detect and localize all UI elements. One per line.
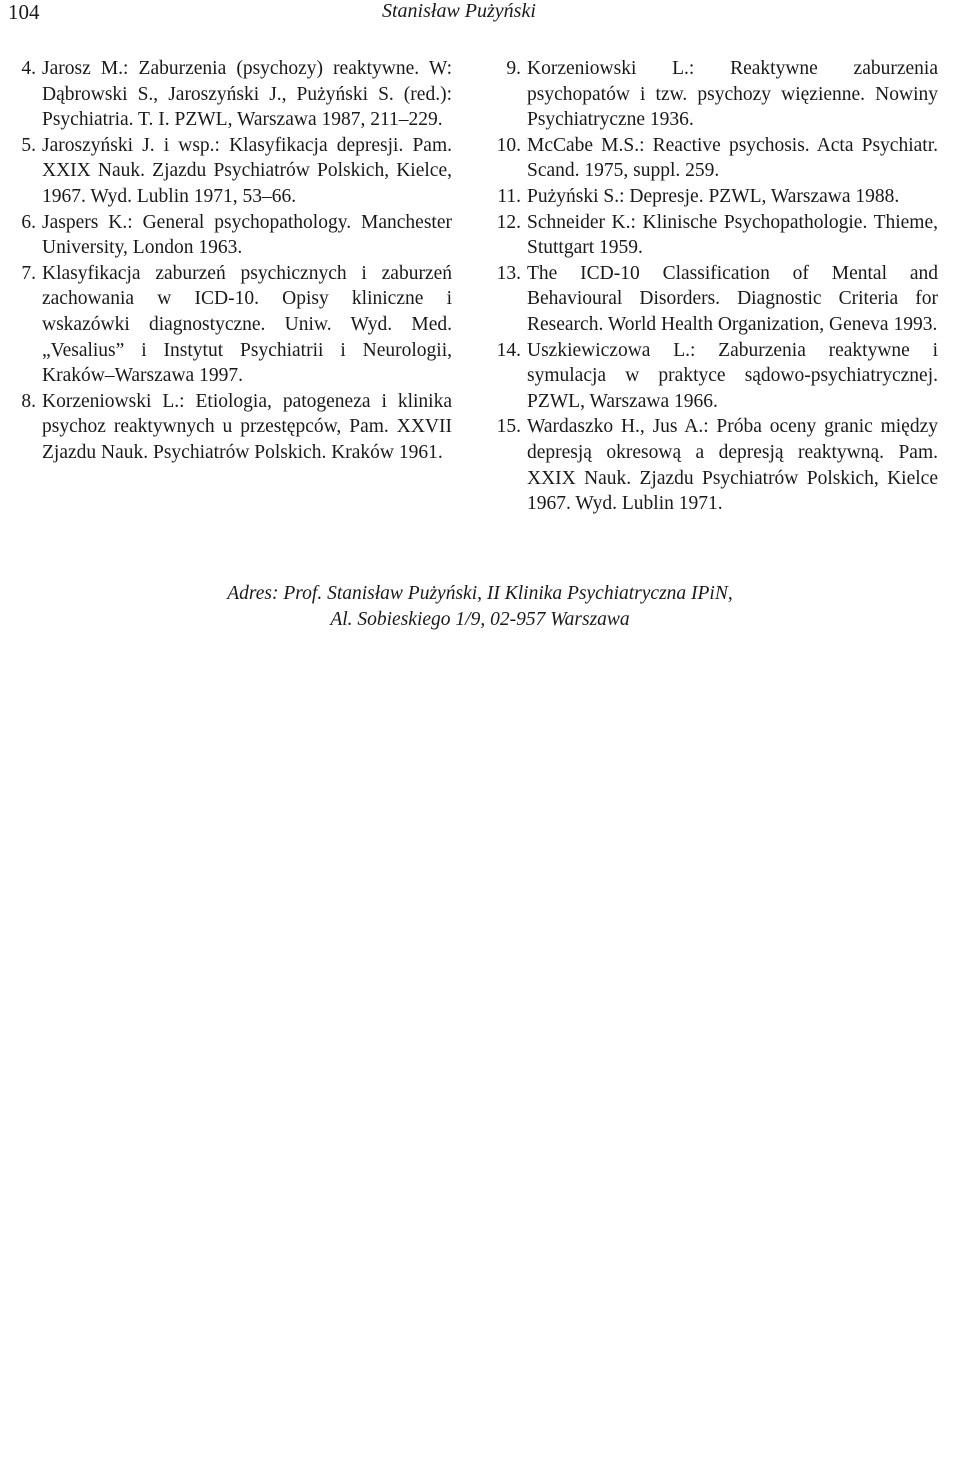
- reference-number: 15.: [496, 416, 521, 438]
- reference-number: 11.: [497, 185, 521, 207]
- reference-number: 5.: [21, 134, 36, 156]
- reference-item: [488, 261, 938, 338]
- reference-number: 7.: [21, 262, 36, 284]
- reference-item: [6, 210, 452, 261]
- reference-number: 14.: [496, 339, 521, 361]
- reference-text: Klasyfikacja zaburzeń psychicznych i zaburzeń zachowania w ICD-10. Opisy kliniczne i wskazówki diagnostyczne. Uniw. Wyd. Med. „Vesalius” i Instytut Psychiatrii i Neurologii, Kraków–Warszawa 1997.: [42, 262, 452, 387]
- reference-item: [488, 184, 938, 210]
- reference-text: Korzeniowski L.: Etiologia, patogeneza i klinika psychoz reaktywnych u przestępców, Pam. XXVII Zjazdu Nauk. Psychiatrów Polskich. Kraków 1961.: [42, 390, 452, 463]
- reference-item: [488, 414, 938, 516]
- reference-number: 13.: [496, 262, 521, 284]
- reference-item: [488, 338, 938, 415]
- reference-text: Pużyński S.: Depresje. PZWL, Warszawa 1988.: [527, 185, 900, 207]
- address-line-1: Adres: Prof. Stanisław Pużyński, II Klinika Psychiatryczna IPiN,: [227, 583, 733, 604]
- reference-item: [488, 133, 938, 184]
- address-line-2: Al. Sobieskiego 1/9, 02-957 Warszawa: [330, 609, 630, 630]
- reference-text: Jaspers K.: General psychopathology. Manchester University, London 1963.: [42, 211, 452, 259]
- reference-number: 8.: [21, 390, 36, 412]
- reference-text: Jaroszyński J. i wsp.: Klasyfikacja depresji. Pam. XXIX Nauk. Zjazdu Psychiatrów Polskich, Kielce, 1967. Wyd. Lublin 1971, 53–66.: [42, 134, 452, 207]
- reference-text: Wardaszko H., Jus A.: Próba oceny granic między depresją okresową a depresją reaktywną. Pam. XXIX Nauk. Zjazdu Psychiatrów Polskich, Kielce 1967. Wyd. Lublin 1971.: [527, 416, 938, 515]
- reference-text: Jarosz M.: Zaburzenia (psychozy) reaktywne. W: Dąbrowski S., Jaroszyński J., Pużyński S. (red.): Psychiatria. T. I. PZWL, Warszawa 1987, 211–229.: [42, 58, 452, 131]
- reference-number: 9.: [506, 58, 521, 79]
- reference-text: The ICD-10 Classification of Mental and Behavioural Disorders. Diagnostic Criteria for Research. World Health Organization, Geneva 1993.: [527, 262, 938, 335]
- reference-text: Korzeniowski L.: Reaktywne zaburzenia psychopatów i tzw. psychozy więzienne. Nowiny Psychiatryczne 1936.: [527, 58, 938, 131]
- reference-item: [488, 210, 938, 261]
- reference-item: [6, 56, 452, 133]
- reference-item: [6, 389, 452, 466]
- reference-number: 12.: [496, 211, 521, 233]
- page-number: 104: [8, 0, 40, 24]
- running-head: Stanisław Pużyński: [382, 0, 536, 22]
- reference-item: [6, 261, 452, 389]
- reference-item: [488, 56, 938, 133]
- references-right-column: [488, 56, 938, 517]
- reference-number: 10.: [496, 134, 521, 156]
- author-address: [160, 581, 800, 633]
- references-left-column: [6, 56, 452, 466]
- reference-text: Uszkiewiczowa L.: Zaburzenia reaktywne i symulacja w praktyce sądowo-psychiatrycznej. PZWL, Warszawa 1966.: [527, 339, 938, 412]
- reference-text: Schneider K.: Klinische Psychopathologie. Thieme, Stuttgart 1959.: [527, 211, 938, 259]
- reference-number: 4.: [21, 58, 36, 79]
- reference-text: McCabe M.S.: Reactive psychosis. Acta Psychiatr. Scand. 1975, suppl. 259.: [527, 134, 938, 182]
- reference-number: 6.: [21, 211, 36, 233]
- page-header: [0, 0, 960, 30]
- reference-item: [6, 133, 452, 210]
